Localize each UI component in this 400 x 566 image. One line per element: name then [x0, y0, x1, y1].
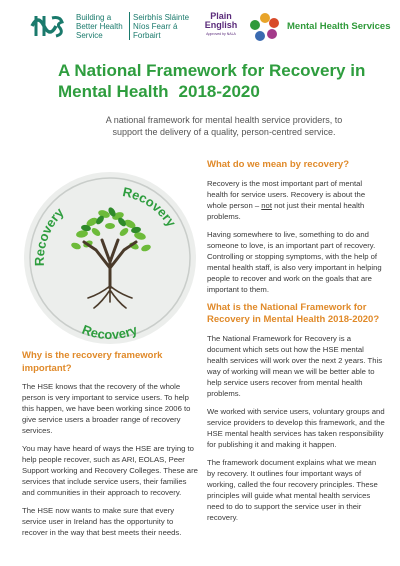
hse-tagline-english: Building a Better Health Service: [76, 13, 123, 40]
right-column: [207, 159, 385, 530]
recovery-label-top-right: Recovery: [121, 184, 180, 230]
mental-health-services-label: Mental Health Services: [287, 21, 391, 32]
plain-english-approved: Approved by NALA: [206, 32, 236, 36]
plain-english-word1: Plain: [210, 11, 232, 21]
paragraph-why-important-3: The HSE now wants to make sure that every service user in Ireland has the opportunity to recover in the way that best meets their needs.: [22, 506, 182, 537]
paragraph-national-framework-3: The framework document explains what we mean by recovery. It outlines four important ways of working, called the four recovery principles. These principles will guide what mental health services need to do to support the service user in their recovery.: [207, 457, 378, 522]
paragraph-national-framework-2: We worked with service users, voluntary groups and service providers to develop this framework, and the HSE mental health services has taken responsibility for publishing it and making it happen.: [207, 406, 385, 449]
paragraph-national-framework-1: The National Framework for Recovery is a document which sets out how the HSE mental health services will work over the next 2 years. This way of working will mean we will be better able to help service users recover from mental health problems.: [207, 333, 383, 398]
heading-why-important: Why is the recovery framework important?: [22, 350, 163, 374]
mental-health-services-logo-icon: [248, 10, 282, 44]
page-header: [0, 0, 400, 50]
paragraph-why-important-2: You may have heard of ways the HSE are trying to help people recover, such as ARI, EOLAS, Peer Support working and Recovery Colleges. These are services that include service users, their families and communities in their approach to recovery.: [22, 444, 198, 497]
heading-what-recovery: What do we mean by recovery?: [207, 159, 350, 170]
hse-logo-icon: [30, 12, 70, 40]
hse-tagline-irish: Seirbhís Sláinte Níos Fearr á Forbairt: [133, 13, 190, 40]
recovery-label-bottom: Recovery: [80, 321, 140, 343]
page-subtitle: A national framework for mental health service providers, to support the delivery of a quality, person-centred service.: [105, 115, 343, 137]
paragraph-what-recovery-1: Recovery is the most important part of mental health for service users. Recovery is about the whole person – not not just their mental health problems.: [207, 178, 366, 221]
title-main: A National Framework for Recovery in Mental Health: [58, 61, 366, 101]
hse-divider: [129, 12, 130, 40]
heading-national-framework: What is the National Framework for Recovery in Mental Health 2018-2020?: [207, 301, 380, 325]
page-title: [58, 60, 378, 102]
paragraph-what-recovery-2: Having somewhere to live, something to do and someone to love, is an important part of recovery. Controlling or stopping symptoms, with the help of mental health staff, is also very important in helping people to recover and work on the goals that are important to them.: [207, 229, 382, 294]
recovery-label-top-left: Recovery: [31, 204, 67, 267]
paragraph-why-important-1: The HSE knows that the recovery of the whole person is very important to service users. To help this happen, we have been working since 2006 to give service users a broader range of recovery services.: [22, 382, 191, 435]
recovery-tree-illustration: [22, 170, 198, 346]
left-column: [22, 350, 200, 545]
title-year: 2018-2020: [178, 82, 260, 101]
plain-english-badge: [198, 12, 244, 36]
plain-english-word2: English: [204, 20, 238, 30]
